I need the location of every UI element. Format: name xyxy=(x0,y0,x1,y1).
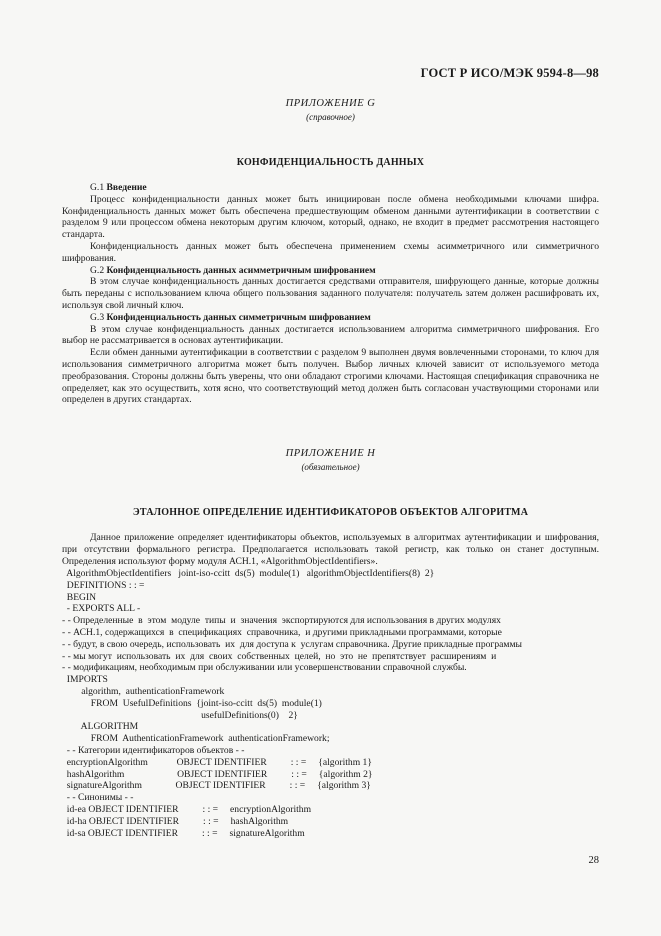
paragraph: Конфиденциальность данных может быть обеспечена применением схемы асимметричного или симметричного шифрования. xyxy=(62,240,599,264)
code-line: id-sa OBJECT IDENTIFIER : : = signatureAlgorithm xyxy=(62,827,305,839)
asn1-module-listing xyxy=(62,568,602,839)
standard-code-header: ГОСТ Р ИСО/МЭК 9594-8—98 xyxy=(420,66,599,80)
subsection-number: G.1 xyxy=(90,182,105,193)
comment-line: - - АСН.1, содержащихся в спецификациях справочника, и другими прикладными программами, которые xyxy=(62,626,502,638)
code-line: - - Категории идентификаторов объектов - - xyxy=(62,744,245,756)
code-line: algorithm, authenticationFramework xyxy=(62,685,225,697)
code-line: BEGIN xyxy=(62,591,97,603)
subsection-g2-heading xyxy=(62,265,599,277)
appendix-h-intro xyxy=(62,532,599,567)
subsection-number: G.3 xyxy=(90,311,105,323)
paragraph: В этом случае конфиденциальность данных достигается средствами отправителя, шифрующего данные, которые должны быть переданы с использованием ключа общего пользования заданного получателя: получатель затем должен расшифровать их, используя свой личный ключ. xyxy=(62,276,599,311)
paragraph: В этом случае конфиденциальность данных достигается использованием алгоритма симметричного шифрования. Его выбор не рассматривается в основах аутентификации. xyxy=(62,323,599,347)
subsection-number: G.2 xyxy=(90,264,105,276)
appendix-g-note: (справочное) xyxy=(306,112,355,122)
appendix-h-note: (обязательное) xyxy=(301,462,360,472)
comment-line: - - будут, в свою очередь, использовать их для доступа к услугам справочника. Другие прикладные программы xyxy=(62,638,522,650)
comment-line: - - мы могут использовать их для своих собственных целей, но это не препятствует расширениям и xyxy=(62,650,497,662)
code-line: encryptionAlgorithm OBJECT IDENTIFIER : : = {algorithm 1} xyxy=(62,756,372,768)
code-line: signatureAlgorithm OBJECT IDENTIFIER : : = {algorithm 3} xyxy=(62,780,371,792)
code-line: - EXPORTS ALL - xyxy=(62,603,141,615)
code-line: id-ea OBJECT IDENTIFIER : : = encryptionAlgorithm xyxy=(62,803,312,815)
page-number: 28 xyxy=(588,855,599,866)
appendix-g-body xyxy=(62,182,599,406)
subsection-title: Конфиденциальность данных симметричным шифрованием xyxy=(106,311,371,323)
comment-line: - - Определенные в этом модуле типы и значения экспортируются для использования в других модулях xyxy=(62,615,501,627)
appendix-h-title: ПРИЛОЖЕНИЕ H xyxy=(285,448,376,459)
code-line: AlgorithmObjectIdentifiers joint-iso-ccitt ds(5) module(1) algorithmObjectIdentifiers(8) 2} xyxy=(62,568,435,579)
subsection-title: Конфиденциальность данных асимметричным шифрованием xyxy=(106,264,376,276)
code-line: - - Синонимы - - xyxy=(62,792,134,804)
code-line: DEFINITIONS : : = xyxy=(62,579,145,591)
comment-line: - - модификациям, необходимым при обслуживании или усовершенствовании справочной службы. xyxy=(62,662,467,674)
subsection-g3-heading xyxy=(62,312,599,324)
paragraph: Данное приложение определяет идентификаторы объектов, используемых в алгоритмах аутентификации и шифрования, при отсутствии формального регистра. Предполагается использовать такой регистр, как только он станет доступным. Определения используют форму модуля АСН.1, «AlgorithmObjectIdentifiers». xyxy=(62,532,599,567)
appendix-g-section-title: КОНФИДЕНЦИАЛЬНОСТЬ ДАННЫХ xyxy=(236,157,425,168)
paragraph: Если обмен данными аутентификации в соответствии с разделом 9 выполнен двумя вовлеченными сторонами, то ключ для использования симметричного алгоритма может быть получен. Выбор личных ключей зависит от используемого метода преобразования. Стороны должны быть уверены, что они обладают строгими ключами. Настоящая спецификация справочника не определяет, как это осуществить, хотя ясно, что соответствующий метод должен быть согласован участвующими сторонами или определен в других стандартах. xyxy=(62,347,599,406)
code-line: hashAlgorithm OBJECT IDENTIFIER : : = {algorithm 2} xyxy=(62,768,373,780)
code-line: usefulDefinitions(0) 2} xyxy=(62,709,298,721)
subsection-g1-heading xyxy=(62,182,599,194)
appendix-g-title: ПРИЛОЖЕНИЕ G xyxy=(285,98,376,109)
subsection-title: Введение xyxy=(106,182,147,193)
code-line: FROM UsefulDefinitions {joint-iso-ccitt ds(5) module(1) xyxy=(62,697,322,709)
code-line: FROM AuthenticationFramework authenticationFramework; xyxy=(62,733,330,745)
code-line: IMPORTS xyxy=(62,674,108,686)
code-line: ALGORITHM xyxy=(62,721,139,733)
code-line: id-ha OBJECT IDENTIFIER : : = hashAlgorithm xyxy=(62,815,289,827)
appendix-h-section-title: ЭТАЛОННОЕ ОПРЕДЕЛЕНИЕ ИДЕНТИФИКАТОРОВ ОБЪЕКТОВ АЛГОРИТМА xyxy=(132,507,529,518)
paragraph: Процесс конфиденциальности данных может быть инициирован после обмена необходимыми ключами шифра. Конфиденциальность данных может быть обеспечена предшествующим обменом данными аутентификации в соответствии с разделом 9 или процессом обмена некоторым другим ключом, который, однако, не входит в предмет рассмотрения настоящего стандарта. xyxy=(62,193,599,241)
